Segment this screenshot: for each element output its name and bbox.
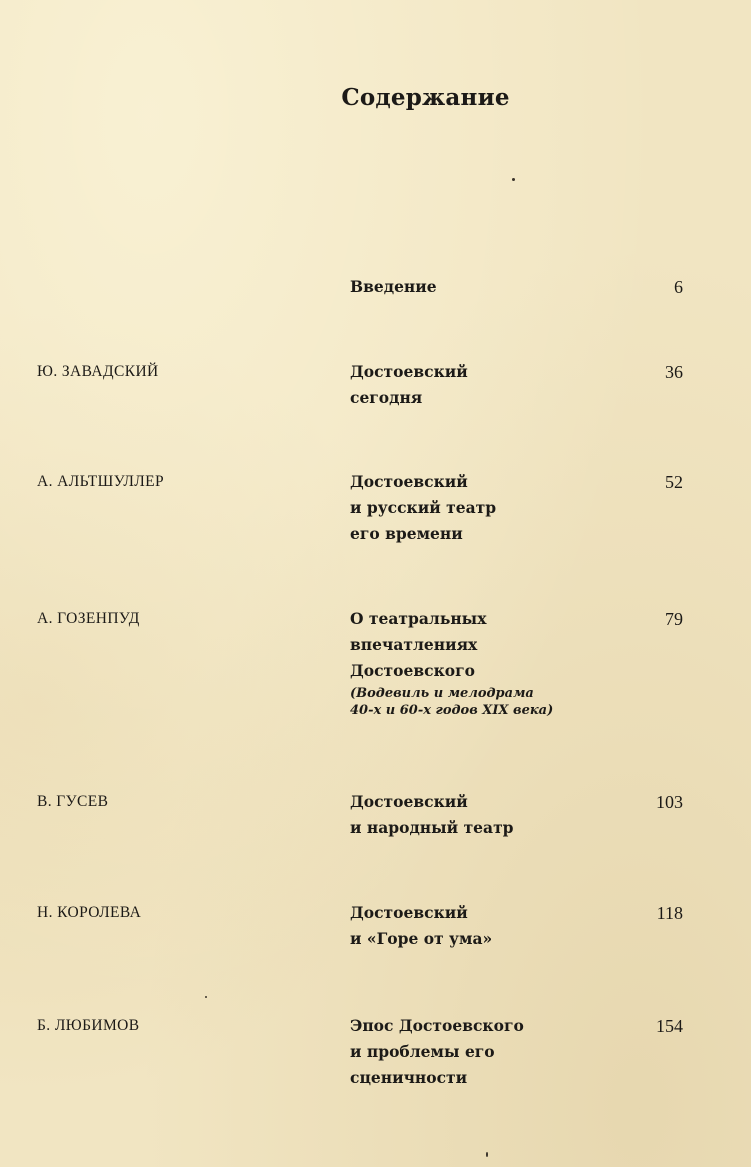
entry-title-line: впечатлениях	[350, 635, 478, 654]
toc-entry-altshuller	[0, 469, 751, 609]
entry-title-line: Достоевского	[350, 661, 475, 680]
entry-author: А. ГОЗЕНПУД	[37, 610, 140, 627]
entry-author: Ю. ЗАВАДСКИЙ	[37, 363, 159, 380]
entry-title-line: сегодня	[350, 388, 423, 407]
toc-entry-gozenpud	[0, 606, 751, 746]
entry-subtitle-line: (Водевиль и мелодрама	[350, 686, 534, 701]
entry-page-number: 118	[656, 903, 683, 923]
entry-title-line: его времени	[350, 524, 463, 543]
entry-title	[350, 469, 590, 547]
paper-speck	[205, 996, 207, 998]
entry-title-line: О театральных	[350, 609, 487, 628]
entry-page-number: 154	[656, 1016, 683, 1036]
entry-title-line: Введение	[350, 277, 437, 296]
entry-page-number: 6	[674, 277, 683, 297]
entry-title-line: и народный театр	[350, 818, 514, 837]
entry-author: Б. ЛЮБИМОВ	[37, 1017, 140, 1034]
entry-title-line: Достоевский	[350, 362, 468, 381]
entry-author: В. ГУСЕВ	[37, 793, 109, 810]
entry-title-line: Достоевский	[350, 472, 468, 491]
entry-title	[350, 900, 590, 952]
entry-title-line: сценичности	[350, 1068, 468, 1087]
entry-title-line: и «Горе от ума»	[350, 929, 493, 948]
entry-title	[350, 606, 590, 719]
entry-author: Н. КОРОЛЕВА	[37, 904, 142, 921]
paper-speck	[512, 178, 515, 181]
entry-title	[350, 789, 590, 841]
entry-page-number: 36	[665, 362, 683, 382]
entry-subtitle	[350, 685, 590, 719]
entry-title	[350, 359, 590, 411]
page-title: Содержание	[341, 84, 510, 111]
entry-title	[350, 274, 590, 300]
entry-title-line: и проблемы его	[350, 1042, 495, 1061]
entry-title-line: Эпос Достоевского	[350, 1016, 524, 1035]
entry-title	[350, 1013, 590, 1091]
entry-page-number: 103	[656, 792, 683, 812]
entry-title-line: Достоевский	[350, 903, 468, 922]
entry-author: А. АЛЬТШУЛЛЕР	[37, 473, 165, 490]
paper-speck	[486, 1152, 488, 1157]
entry-page-number: 52	[665, 472, 683, 492]
entry-title-line: и русский театр	[350, 498, 497, 517]
entry-subtitle-line: 40-х и 60-х годов XIX века)	[350, 703, 554, 718]
entry-title-line: Достоевский	[350, 792, 468, 811]
toc-entry-lyubimov	[0, 1013, 751, 1153]
entry-page-number: 79	[665, 609, 683, 629]
